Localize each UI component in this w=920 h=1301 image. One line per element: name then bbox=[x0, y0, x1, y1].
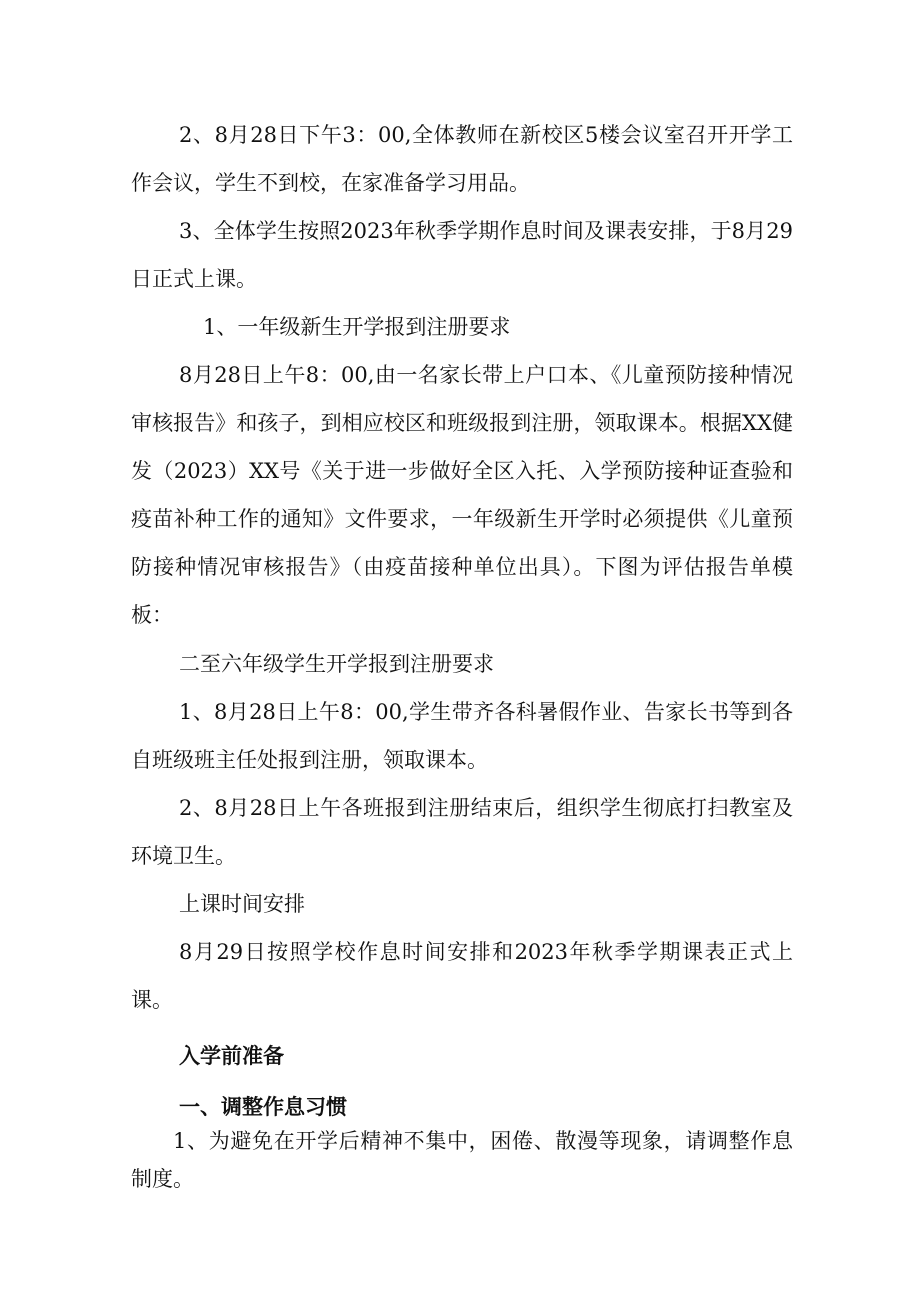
paragraph-grade2-6-registration: 1、8月28日上午8：00,学生带齐各科暑假作业、告家长书等到各自班级班主任处报到注册，领取课本。 bbox=[131, 700, 793, 772]
paragraph-schedule-heading: 上课时间安排 bbox=[179, 892, 305, 916]
paragraph-preparation-heading: 入学前准备 bbox=[179, 1043, 284, 1068]
paragraph-classes-start: 3、全体学生按照2023年秋季学期作息时间及课表安排，于8月29日正式上课。 bbox=[131, 219, 793, 291]
paragraph-cleaning: 2、8月28日上午各班报到注册结束后，组织学生彻底打扫教室及环境卫生。 bbox=[131, 796, 793, 868]
paragraph-grade1-heading: 1、一年级新生开学报到注册要求 bbox=[203, 315, 511, 339]
paragraph-grade1-requirements: 8月28日上午8：00,由一名家长带上户口本、《儿童预防接种情况审核报告》和孩子，到相应校区和班级报到注册，领取课本。根据XX健发（2023）XX号《关于进一步做好全区入托、入学预防接种证查验和疫苗补种工作的通知》文件要求，一年级新生开学时必须提供《儿童预防接种情况审核报告》（由疫苗接种单位出具）。下图为评估报告单模板： bbox=[131, 363, 793, 627]
paragraph-routine-heading: 一、调整作息习惯 bbox=[179, 1094, 347, 1119]
paragraph-routine-detail: 1、为避免在开学后精神不集中，困倦、散漫等现象，请调整作息制度。 bbox=[131, 1129, 793, 1191]
paragraph-schedule-detail: 8月29日按照学校作息时间安排和2023年秋季学期课表正式上课。 bbox=[131, 940, 793, 1012]
paragraph-grade2-6-heading: 二至六年级学生开学报到注册要求 bbox=[179, 652, 494, 676]
paragraph-teacher-meeting: 2、8月28日下午3：00,全体教师在新校区5楼会议室召开开学工作会议，学生不到校，在家准备学习用品。 bbox=[131, 123, 793, 195]
